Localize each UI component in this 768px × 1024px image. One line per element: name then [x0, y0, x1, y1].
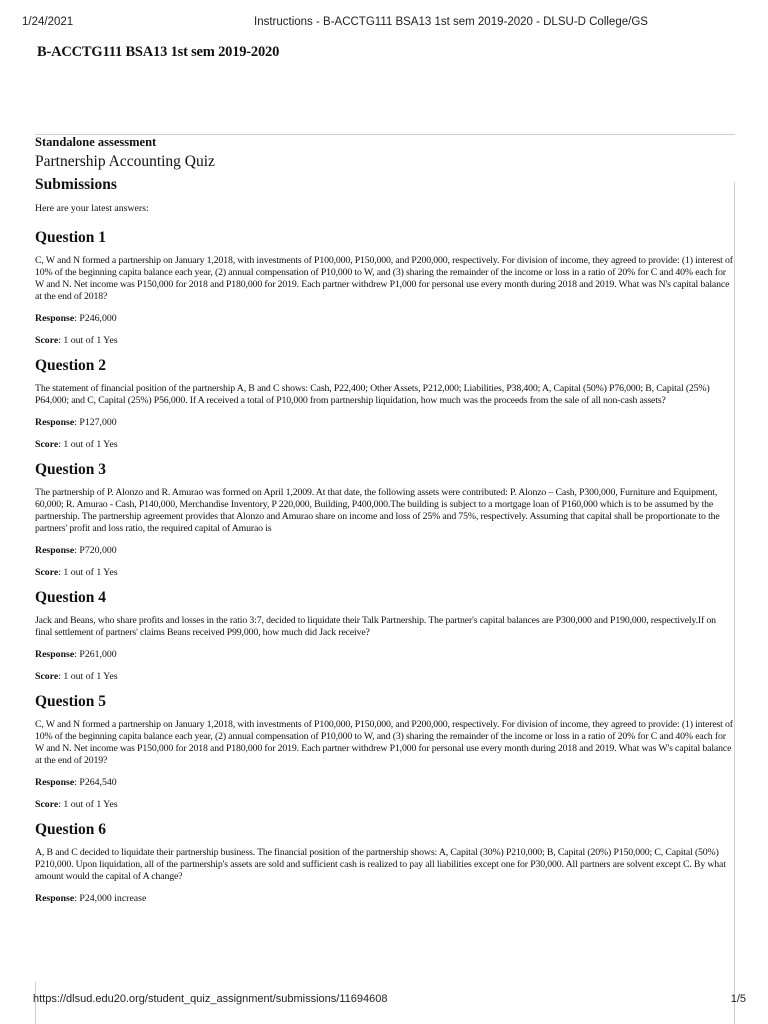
response-value: : P127,000 — [74, 417, 117, 428]
response-label: Response — [35, 417, 75, 428]
quiz-content — [35, 136, 735, 915]
score-label: Score — [35, 799, 59, 810]
response-label: Response — [35, 649, 75, 660]
score-line — [35, 335, 735, 347]
response-line — [35, 893, 735, 905]
question-title: Question 6 — [35, 821, 107, 838]
question-title: Question 2 — [35, 357, 107, 374]
question-6 — [35, 821, 735, 905]
quiz-title: Partnership Accounting Quiz — [35, 153, 215, 170]
score-line — [35, 439, 735, 451]
score-value: : 1 out of 1 Yes — [58, 799, 118, 810]
response-label: Response — [35, 313, 75, 324]
question-text: C, W and N formed a partnership on January 1,2018, with investments of P100,000, P150,000, and P200,000, respectively. For division of income, they agreed to provide: (1) interest of 10% of the beginning capita balance each year, (2) annual compensation of P10,000 to W, and (3) sharing the remainder of the income or loss in a ratio of 20% for C and 40% each for W and N. Net income was P150,000 for 2018 and P180,000 for 2019. Each partner withdrew P1,000 for personal use every month during 2018 and 2019. What was N's capital balance at the end of 2018? — [35, 255, 733, 302]
response-line — [35, 313, 735, 325]
response-value: : P261,000 — [74, 649, 117, 660]
score-value: : 1 out of 1 Yes — [58, 567, 118, 578]
question-text: C, W and N formed a partnership on January 1,2018, with investments of P100,000, P150,000, and P200,000, respectively. For division of income, they agreed to provide: (1) interest of 10% of the beginning capita balance each year, (2) annual compensation of P10,000 to W, and (3) sharing the remainder of the income or loss in a ratio of 20% for C and 40% each for W and N. Net income was P150,000 for 2018 and P180,000 for 2019. Each partner withdrew P1,000 for personal use every month during 2018 and 2019. What was W's capital balance at the end of 2019? — [35, 719, 733, 766]
assessment-label: Standalone assessment — [35, 135, 157, 149]
score-line — [35, 671, 735, 683]
question-title: Question 5 — [35, 693, 107, 710]
score-label: Score — [35, 439, 59, 450]
question-4 — [35, 589, 735, 683]
response-value: : P264,540 — [74, 777, 117, 788]
print-date: 1/24/2021 — [22, 16, 74, 28]
response-value: : P720,000 — [74, 545, 117, 556]
question-2 — [35, 357, 735, 451]
response-value: : P246,000 — [74, 313, 117, 324]
question-5 — [35, 693, 735, 811]
response-label: Response — [35, 545, 75, 556]
page-url: https://dlsud.edu20.org/student_quiz_assignment/submissions/11694608 — [33, 993, 388, 1005]
score-line — [35, 567, 735, 579]
score-label: Score — [35, 335, 59, 346]
question-3 — [35, 461, 735, 579]
intro-text: Here are your latest answers: — [35, 203, 149, 214]
score-value: : 1 out of 1 Yes — [58, 439, 118, 450]
score-label: Score — [35, 567, 59, 578]
score-value: : 1 out of 1 Yes — [58, 671, 118, 682]
question-title: Question 3 — [35, 461, 107, 478]
question-text: Jack and Beans, who share profits and losses in the ratio 3:7, decided to liquidate their Talk Partnership. The partner's capital balances are P300,000 and P190,000, respectively.If on final settlement of partners' claims Beans received P99,000, how much did Jack receive? — [35, 615, 716, 638]
question-text: The statement of financial position of the partnership A, B and C shows: Cash, P22,400; Other Assets, P212,000; Liabilities, P38,400; A, Capital (50%) P76,000; B, Capital (25%) P64,000; and C, Capital (25%) P56,000. If A received a total of P10,000 from partnership liquidation, how much was the proceeds from the sale of all non-cash assets? — [35, 383, 710, 406]
response-line — [35, 649, 735, 661]
response-label: Response — [35, 893, 75, 904]
response-line — [35, 417, 735, 429]
response-label: Response — [35, 777, 75, 788]
question-title: Question 1 — [35, 229, 107, 246]
response-value: : P24,000 increase — [74, 893, 147, 904]
question-text: A, B and C decided to liquidate their partnership business. The financial position of the partnership shows: A, Capital (30%) P210,000; B, Capital (20%) P150,000; C, Capital (50%) P210,000. Upon liquidation, all of the partnership's assets are sold and sufficient cash is realized to pay all liabilities except one for P30,000. All partners are solvent except C. By what amount would the capital of A change? — [35, 847, 726, 882]
question-text: The partnership of P. Alonzo and R. Amurao was formed on April 1,2009. At that date, the following assets were contributed: P. Alonzo – Cash, P300,000, Furniture and Equipment, 60,000; R. Amurao - Cash, P140,000, Merchandise Inventory, P 220,000, Building, P400,000.The building is subject to a mortgage loan of P160,000 which is to be assumed by the partnership. The partnership agreement provides that Alonzo and Amurao share on income and loss of 25% and 75%, respectively. Assuming that capital shall be proportionate to the partners' profit and loss ratio, the required capital of Amurao is — [35, 487, 720, 534]
course-title: B-ACCTG111 BSA13 1st sem 2019-2020 — [37, 44, 280, 60]
page-number: 1/5 — [730, 993, 746, 1005]
score-value: : 1 out of 1 Yes — [58, 335, 118, 346]
submissions-heading: Submissions — [35, 176, 117, 193]
question-title: Question 4 — [35, 589, 107, 606]
score-line — [35, 799, 735, 811]
question-1 — [35, 229, 735, 347]
response-line — [35, 545, 735, 557]
response-line — [35, 777, 735, 789]
print-page-title: Instructions - B-ACCTG111 BSA13 1st sem 2019-2020 - DLSU-D College/GS — [254, 16, 648, 28]
score-label: Score — [35, 671, 59, 682]
